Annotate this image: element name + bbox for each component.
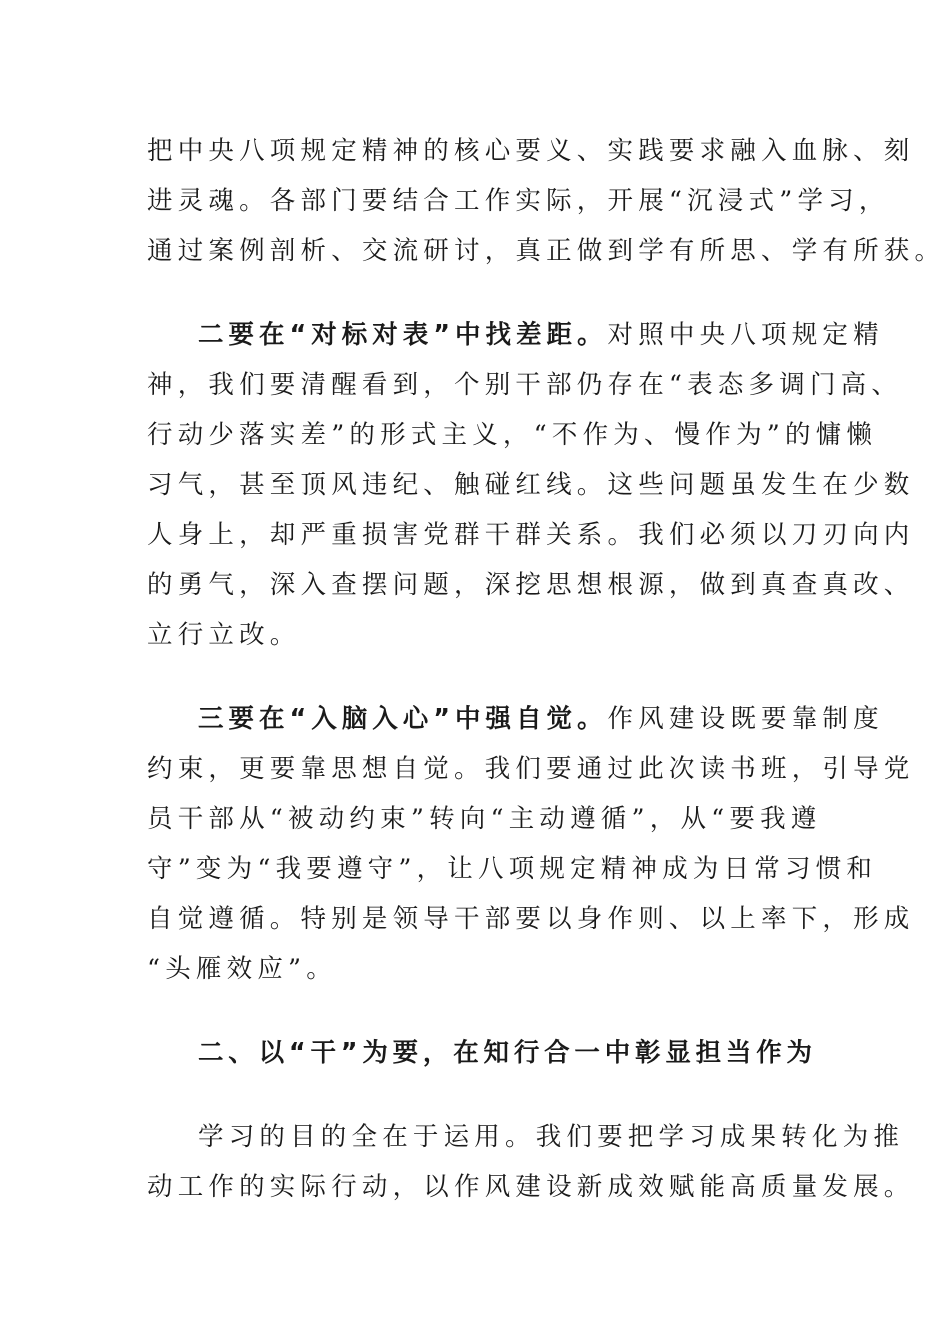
paragraph-first-line <box>198 315 950 355</box>
paragraph-line: 自觉遵循。特别是领导干部要以身作则、以上率下，形成 <box>147 904 915 934</box>
paragraph-lead-bold: 二要在“对标对表”中找差距。 <box>198 320 608 350</box>
paragraph-line: 员干部从“被动约束”转向“主动遵循”，从“要我遵 <box>147 804 822 834</box>
paragraph-line: 行动少落实差”的形式主义，“不作为、慢作为”的慵懒 <box>147 420 878 450</box>
paragraph-line: 守”变为“我要遵守”，让八项规定精神成为日常习惯和 <box>147 854 878 884</box>
paragraph-line: 把中央八项规定精神的核心要义、实践要求融入血脉、刻 <box>147 136 915 166</box>
paragraph-line: 学习的目的全在于运用。我们要把学习成果转化为推 <box>198 1122 905 1152</box>
paragraph-line: 的勇气，深入查摆问题，深挖思想根源，做到真查真改、 <box>147 570 915 600</box>
paragraph-line: 进灵魂。各部门要结合工作实际，开展“沉浸式”学习， <box>147 186 890 216</box>
paragraph-lead-rest: 对照中央八项规定精 <box>607 320 884 350</box>
paragraph-line: 动工作的实际行动，以作风建设新成效赋能高质量发展。 <box>147 1172 915 1202</box>
paragraph-line: 约束，更要靠思想自觉。我们要通过此次读书班，引导党 <box>147 754 915 784</box>
paragraph-line: “头雁效应”。 <box>147 954 337 984</box>
paragraph-line: 立行立改。 <box>147 620 301 650</box>
paragraph-first-line <box>198 699 950 739</box>
section-heading: 二、以“干”为要，在知行合一中彰显担当作为 <box>198 1038 817 1068</box>
paragraph-lead-bold: 三要在“入脑入心”中强自觉。 <box>198 704 608 734</box>
paragraph-line: 神，我们要清醒看到，个别干部仍存在“表态多调门高、 <box>147 370 903 400</box>
paragraph-line: 通过案例剖析、交流研讨，真正做到学有所思、学有所获。 <box>147 236 946 266</box>
paragraph-line: 人身上，却严重损害党群干群关系。我们必须以刀刃向内 <box>147 520 915 550</box>
paragraph-line: 习气，甚至顶风违纪、触碰红线。这些问题虽发生在少数 <box>147 470 915 500</box>
paragraph-lead-rest: 作风建设既要靠制度 <box>607 704 884 734</box>
